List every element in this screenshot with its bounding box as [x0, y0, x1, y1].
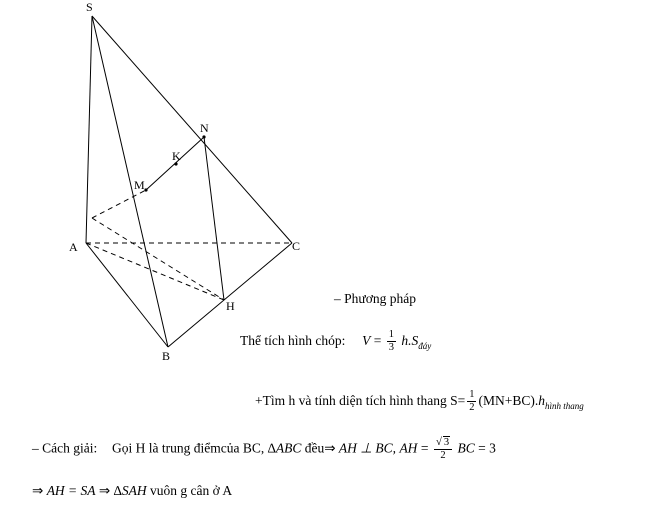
vertex-label-N: N — [200, 121, 209, 135]
volume-frac-denominator: 3 — [388, 341, 394, 353]
vertex-label-H: H — [226, 299, 235, 313]
volume-fraction — [387, 329, 396, 353]
sqrt-inner: 3 — [443, 437, 450, 448]
pyramid-svg — [0, 0, 340, 380]
volume-V: V — [362, 333, 371, 349]
solution-imply1: ⇒ — [324, 440, 336, 456]
pyramid-diagram — [0, 0, 340, 380]
vertex-label-K: K — [172, 149, 181, 163]
conclusion-imply1: ⇒ — [32, 483, 44, 498]
edge-SA — [86, 16, 92, 243]
volume-rest: h.S — [401, 333, 419, 349]
trapezoid-subscript: hình thang — [544, 400, 584, 411]
trapezoid-frac-denominator: 2 — [469, 401, 475, 413]
conclusion-line — [32, 483, 232, 499]
sqrt-fraction — [434, 436, 452, 461]
solution-line — [32, 437, 496, 462]
vertex-label-B: B — [162, 349, 171, 363]
trapezoid-mid: (MN+BC). — [478, 393, 539, 409]
trapezoid-prefix: +Tìm h và tính diện tích hình thang S= — [255, 393, 466, 409]
volume-subscript: đáy — [418, 340, 432, 351]
vertex-label-S: S — [86, 0, 93, 14]
solution-ah-perp-bc: AH ⊥ BC, — [338, 440, 397, 456]
solution-text1: Gọi H là trung điểmcủa BC, — [111, 440, 265, 456]
conclusion-imply2: ⇒ — [98, 483, 111, 498]
solution-value: 3 — [489, 440, 496, 456]
trapezoid-line — [255, 390, 584, 414]
solution-triangle-abc: ∆ABC — [267, 440, 302, 456]
sqrt-denominator: 2 — [440, 449, 446, 461]
conclusion-ah-sa: AH = SA — [46, 483, 96, 498]
method-heading: – Phương pháp — [334, 291, 416, 306]
solution-eq: = — [420, 440, 429, 456]
volume-eq: = — [373, 333, 382, 349]
vertex-label-C: C — [292, 239, 301, 253]
solution-bc: BC — [457, 440, 475, 456]
edge-SC — [92, 16, 292, 243]
trapezoid-frac-numerator: 1 — [469, 389, 475, 400]
vertex-label-M: M — [134, 178, 145, 192]
sqrt-numerator: √ 3 — [434, 436, 452, 450]
edge-aux-dashed — [92, 218, 224, 300]
vertex-label-A: A — [69, 240, 78, 254]
volume-label: Thể tích hình chóp: — [240, 333, 346, 349]
edge-SB — [92, 16, 168, 347]
solution-eq2: = — [478, 440, 486, 456]
trapezoid-h: h — [538, 393, 545, 409]
conclusion-triangle-sah: ∆SAH — [113, 483, 147, 498]
volume-line — [240, 330, 431, 354]
conclusion-text: vuôn g cân ở A — [150, 483, 233, 498]
solution-text2: đều — [304, 440, 325, 456]
edge-NH — [204, 137, 224, 300]
trapezoid-fraction — [467, 389, 476, 413]
volume-frac-numerator: 1 — [388, 329, 394, 340]
solution-heading: – Cách giải: — [32, 440, 98, 456]
solution-ah: AH — [399, 440, 418, 456]
